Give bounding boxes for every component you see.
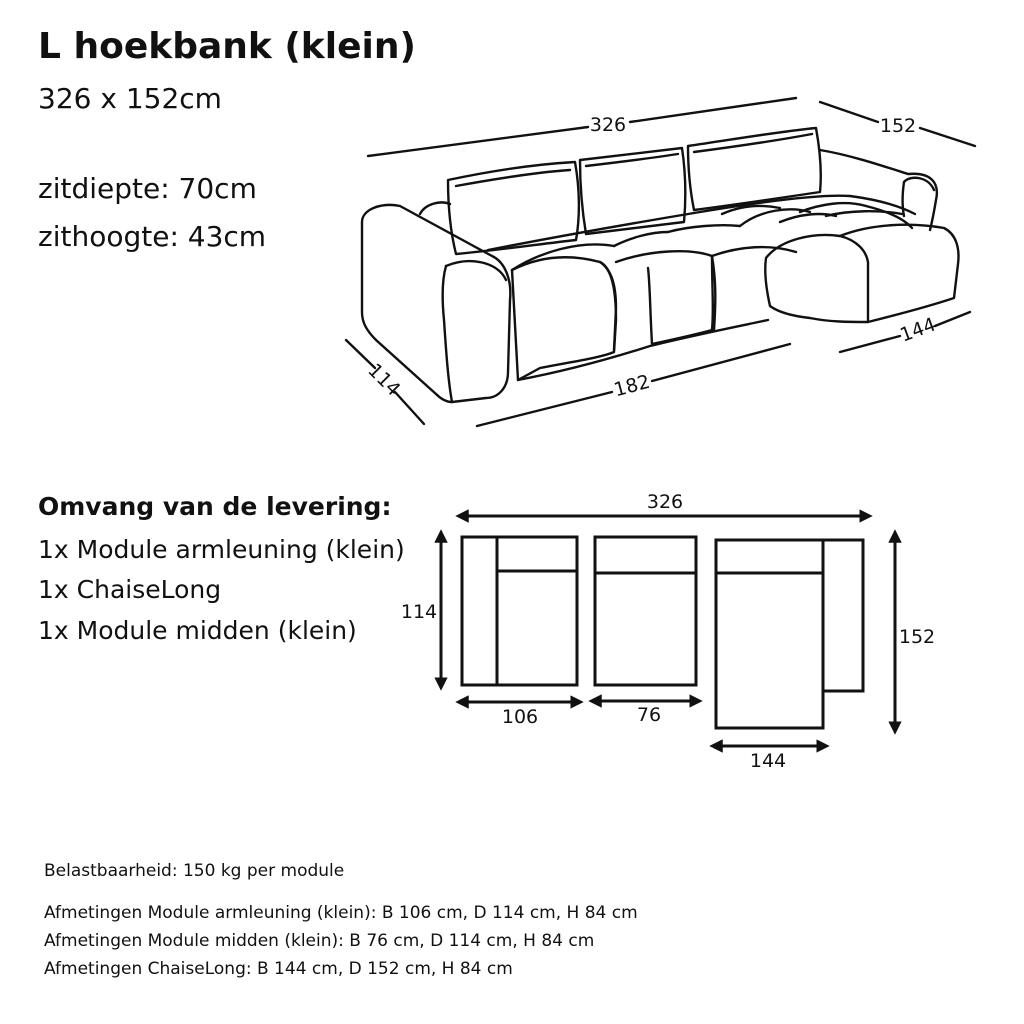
seat-cushion-top-b	[668, 225, 740, 232]
spec-middle: Afmetingen Module midden (klein): B 76 cm, D 114 cm, H 84 cm	[44, 931, 595, 951]
dim-line-182b	[652, 344, 790, 381]
seat-cushion-2	[616, 251, 713, 344]
spec-armrest: Afmetingen Module armleuning (klein): B 106 cm, D 114 cm, H 84 cm	[44, 903, 638, 923]
left-armrest-front-edge	[443, 266, 452, 402]
dim-line-152	[820, 102, 878, 122]
plan-chaise-module	[716, 540, 823, 728]
left-armrest-front	[446, 261, 506, 280]
dim-line-114b	[395, 392, 424, 424]
delivery-item-middle: 1x Module midden (klein)	[38, 616, 357, 645]
dim-line-144b	[935, 312, 970, 326]
delivery-item-armrest: 1x Module armleuning (klein)	[38, 535, 405, 564]
dim-line-152b	[920, 128, 975, 146]
plan-dim-106: 106	[501, 706, 539, 728]
dim-line-182	[477, 392, 612, 426]
dim-line-144	[840, 336, 900, 352]
back-cushion-2-inner	[586, 154, 678, 166]
chaise-cushion-right	[840, 225, 958, 322]
spec-chaise: Afmetingen ChaiseLong: B 144 cm, D 152 cm, H 84 cm	[44, 959, 513, 979]
sofa-sketch	[0, 0, 1024, 460]
right-armrest	[820, 150, 937, 230]
plan-middle-module	[595, 537, 696, 685]
right-armrest-front	[904, 178, 934, 190]
seat-cushion-3	[712, 247, 796, 256]
right-armrest-side	[903, 182, 905, 216]
module-plan	[0, 460, 1024, 800]
plan-dim-152: 152	[898, 626, 936, 648]
seat-height: zithoogte: 43cm	[38, 220, 267, 253]
dim-line-326b	[630, 98, 796, 122]
page-title: L hoekbank (klein)	[38, 26, 416, 67]
load-capacity: Belastbaarheid: 150 kg per module	[44, 861, 345, 881]
sketch-dim-152: 152	[879, 115, 917, 137]
seat-cushion-top-a	[614, 232, 668, 246]
delivery-heading: Omvang van de levering:	[38, 492, 392, 521]
back-arm-peek	[420, 202, 450, 214]
seat-depth: zitdiepte: 70cm	[38, 172, 257, 205]
dim-line-114	[346, 340, 375, 368]
sketch-dim-182: 182	[611, 370, 653, 402]
seat-cushion-2-line	[600, 262, 616, 350]
plan-dim-114: 114	[400, 601, 438, 623]
plan-dim-76: 76	[636, 704, 662, 726]
dim-line-326	[368, 127, 588, 156]
sketch-dim-326: 326	[589, 114, 627, 136]
chaise-cushion-back-2	[780, 214, 836, 222]
plan-dim-326: 326	[646, 491, 684, 513]
overall-dimensions: 326 x 152cm	[38, 82, 222, 115]
plan-armrest-module	[462, 537, 577, 685]
plan-chaise-arm	[823, 540, 863, 691]
sketch-dim-114: 114	[363, 359, 405, 401]
sketch-dim-144: 144	[897, 313, 939, 347]
delivery-item-chaise: 1x ChaiseLong	[38, 575, 222, 604]
plan-dim-144: 144	[749, 750, 787, 772]
back-cushion-1-inner	[456, 170, 570, 186]
